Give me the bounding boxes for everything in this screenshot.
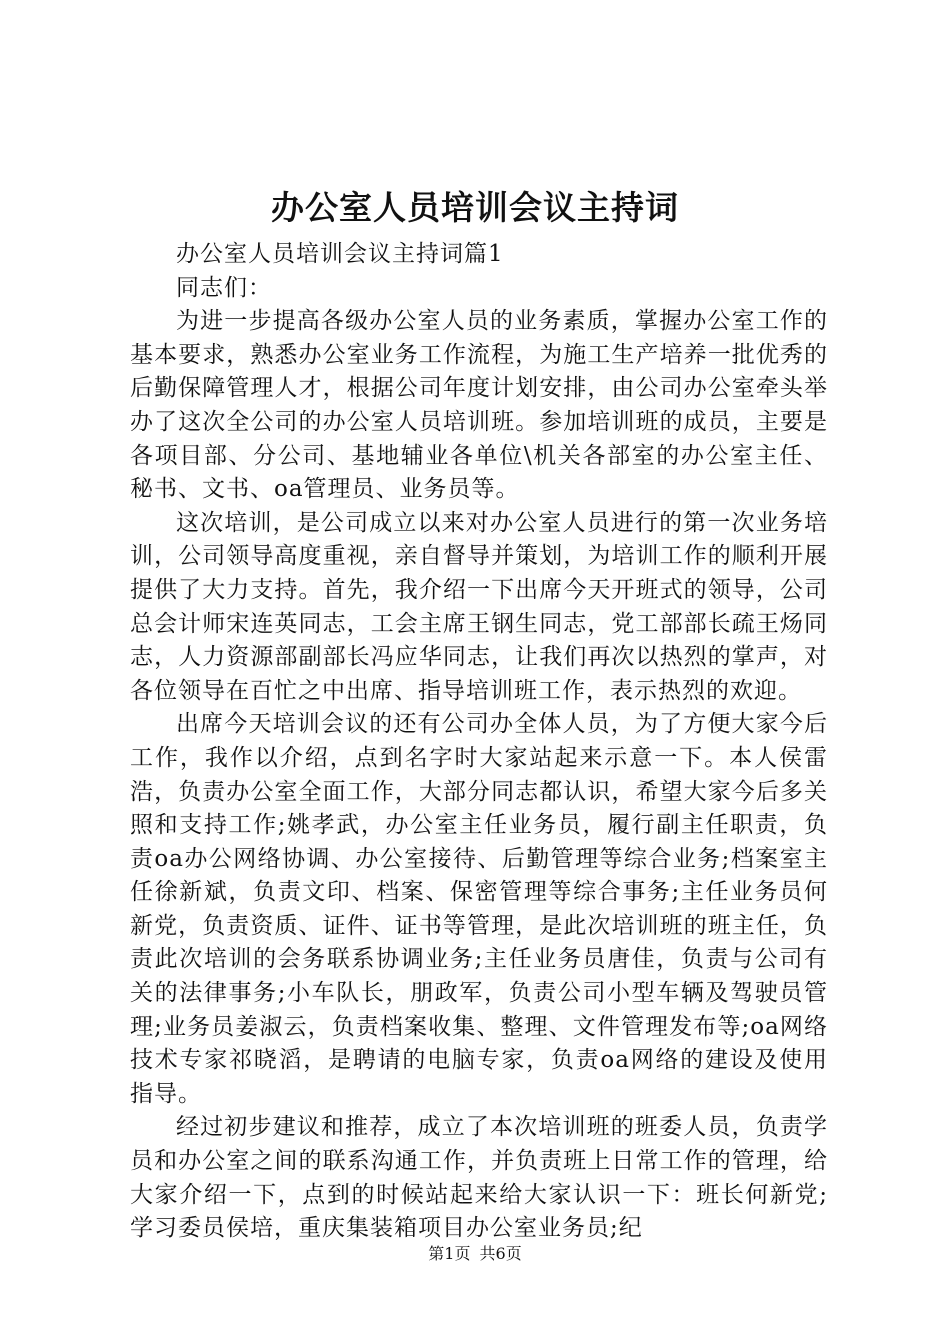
section-heading: 办公室人员培训会议主持词篇1 [176, 241, 504, 267]
body-paragraph: 出席今天培训会议的还有公司办全体人员，为了方便大家今后工作，我作以介绍，点到名字时大家站起来示意一下。本人侯雷浩，负责办公室全面工作，大部分同志都认识，希望大家今后多关照和支持工作;姚孝武，办公室主任业务员，履行副主任职责，负责oa办公网络协调、办公室接待、后勤管理等综合业务;档案室主任徐新斌，负责文印、档案、保密管理等综合事务;主任业务员何新党，负责资质、证件、证书等管理，是此次培训班的班主任，负责此次培训的会务联系协调业务;主任业务员唐佳，负责与公司有关的法律事务;小车队长，朋政军，负责公司小型车辆及驾驶员管理;业务员姜淑云，负责档案收集、整理、文件管理发布等;oa网络技术专家祁晓滔，是聘请的电脑专家，负责oa网络的建设及使用指导。 [130, 711, 828, 1107]
document-body [130, 238, 828, 1246]
document-title: 办公室人员培训会议主持词 [271, 188, 679, 227]
page-total: 共6页 [479, 1244, 522, 1263]
salutation: 同志们： [176, 274, 272, 301]
body-paragraph: 经过初步建议和推荐，成立了本次培训班的班委人员，负责学员和办公室之间的联系沟通工作，并负责班上日常工作的管理，给大家介绍一下，点到的时候站起来给大家认识一下：班长何新党;学习委员侯培，重庆集装箱项目办公室业务员;纪 [130, 1114, 828, 1242]
page-footer [0, 1243, 950, 1265]
page-number: 第1页 [428, 1244, 471, 1263]
body-paragraph: 为进一步提高各级办公室人员的业务素质，掌握办公室工作的基本要求，熟悉办公室业务工作流程，为施工生产培养一批优秀的后勤保障管理人才，根据公司年度计划安排，由公司办公室牵头举办了这次全公司的办公室人员培训班。参加培训班的成员，主要是各项目部、分公司、基地辅业各单位\机关各部室的办公室主任、秘书、文书、oa管理员、业务员等。 [130, 308, 828, 503]
body-paragraph: 这次培训，是公司成立以来对办公室人员进行的第一次业务培训，公司领导高度重视，亲自督导并策划，为培训工作的顺利开展提供了大力支持。首先，我介绍一下出席今天开班式的领导，公司总会计师宋连英同志，工会主席王钢生同志，党工部部长疏王炀同志，人力资源部副部长冯应华同志，让我们再次以热烈的掌声，对各位领导在百忙之中出席、指导培训班工作，表示热烈的欢迎。 [130, 509, 828, 704]
